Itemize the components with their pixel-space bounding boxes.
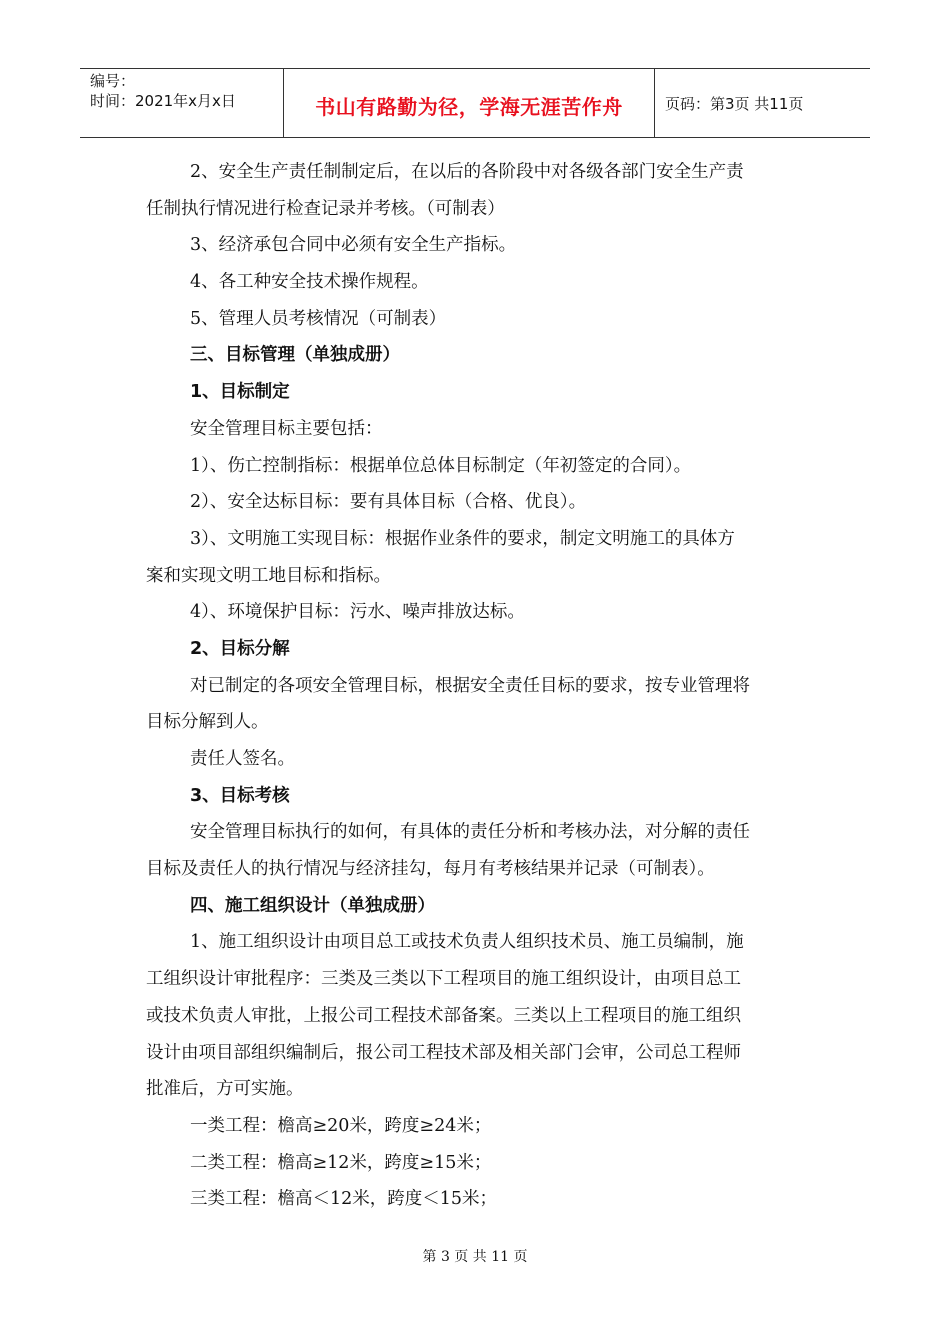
body-text-line: 4、各工种安全技术操作规程。 bbox=[190, 272, 429, 293]
section-heading: 3、目标考核 bbox=[190, 785, 290, 806]
body-text-line: 一类工程：檐高≥20米，跨度≥24米； bbox=[190, 1115, 492, 1136]
body-text-line: 安全管理目标执行的如何，有具体的责任分析和考核办法，对分解的责任 bbox=[190, 822, 750, 843]
body-text-line: 3）、文明施工实现目标：根据作业条件的要求，制定文明施工的具体方 bbox=[190, 528, 735, 549]
section-heading: 1、目标制定 bbox=[190, 382, 290, 403]
body-text-line: 工组织设计审批程序：三类及三类以下工程项目的施工组织设计，由项目总工 bbox=[146, 969, 741, 990]
body-text-line: 对已制定的各项安全管理目标，根据安全责任目标的要求，按专业管理将 bbox=[190, 675, 750, 696]
body-text-line: 案和实现文明工地目标和指标。 bbox=[146, 565, 391, 586]
body-text-line: 1、施工组织设计由项目总工或技术负责人组织技术员、施工员编制，施 bbox=[190, 932, 744, 953]
body-text-line: 批准后，方可实施。 bbox=[146, 1079, 304, 1100]
body-text-line: 二类工程：檐高≥12米，跨度≥15米； bbox=[190, 1152, 492, 1173]
document-number-label: 编号： bbox=[90, 72, 136, 90]
page-header bbox=[80, 68, 870, 138]
body-text-line: 安全管理目标主要包括： bbox=[190, 418, 383, 439]
page-footer: 第 3 页 共 11 页 bbox=[422, 1249, 528, 1265]
body-text-line: 责任人签名。 bbox=[190, 749, 295, 769]
section-heading: 四、施工组织设计（单独成册） bbox=[190, 895, 435, 916]
body-text-line: 4）、环境保护目标：污水、噪声排放达标。 bbox=[190, 602, 525, 623]
body-text-line: 设计由项目部组织编制后，报公司工程技术部及相关部门会审，公司总工程师 bbox=[146, 1042, 741, 1063]
header-page-number: 页码：第3页 共11页 bbox=[665, 94, 804, 113]
header-motto: 书山有路勤为径，学海无涯苦作舟 bbox=[283, 69, 655, 137]
body-text-line: 或技术负责人审批，上报公司工程技术部备案。三类以上工程项目的施工组织 bbox=[146, 1005, 741, 1026]
body-text-line: 2、安全生产责任制制定后，在以后的各阶段中对各级各部门安全生产责 bbox=[190, 162, 744, 182]
body-text-line: 5、管理人员考核情况（可制表） bbox=[190, 308, 447, 329]
section-heading: 2、目标分解 bbox=[190, 638, 290, 659]
body-text-line: 三类工程：檐高＜12米，跨度＜15米； bbox=[190, 1189, 498, 1210]
document-date-label: 时间：2021年x月x日 bbox=[90, 92, 236, 110]
body-text-line: 目标及责任人的执行情况与经济挂勾，每月有考核结果并记录（可制表）。 bbox=[146, 859, 715, 880]
body-text-line: 目标分解到人。 bbox=[146, 712, 269, 733]
header-meta bbox=[80, 69, 283, 137]
body-text-line: 1）、伤亡控制指标：根据单位总体目标制定（年初签定的合同）。 bbox=[190, 455, 692, 476]
body-text-line: 3、经济承包合同中必须有安全生产指标。 bbox=[190, 235, 517, 256]
document-body bbox=[146, 154, 806, 1218]
body-text-line: 2）、安全达标目标：要有具体目标（合格、优良）。 bbox=[190, 492, 587, 513]
section-heading: 三、目标管理（单独成册） bbox=[190, 345, 400, 366]
body-text-line: 任制执行情况进行检查记录并考核。（可制表） bbox=[146, 198, 505, 219]
